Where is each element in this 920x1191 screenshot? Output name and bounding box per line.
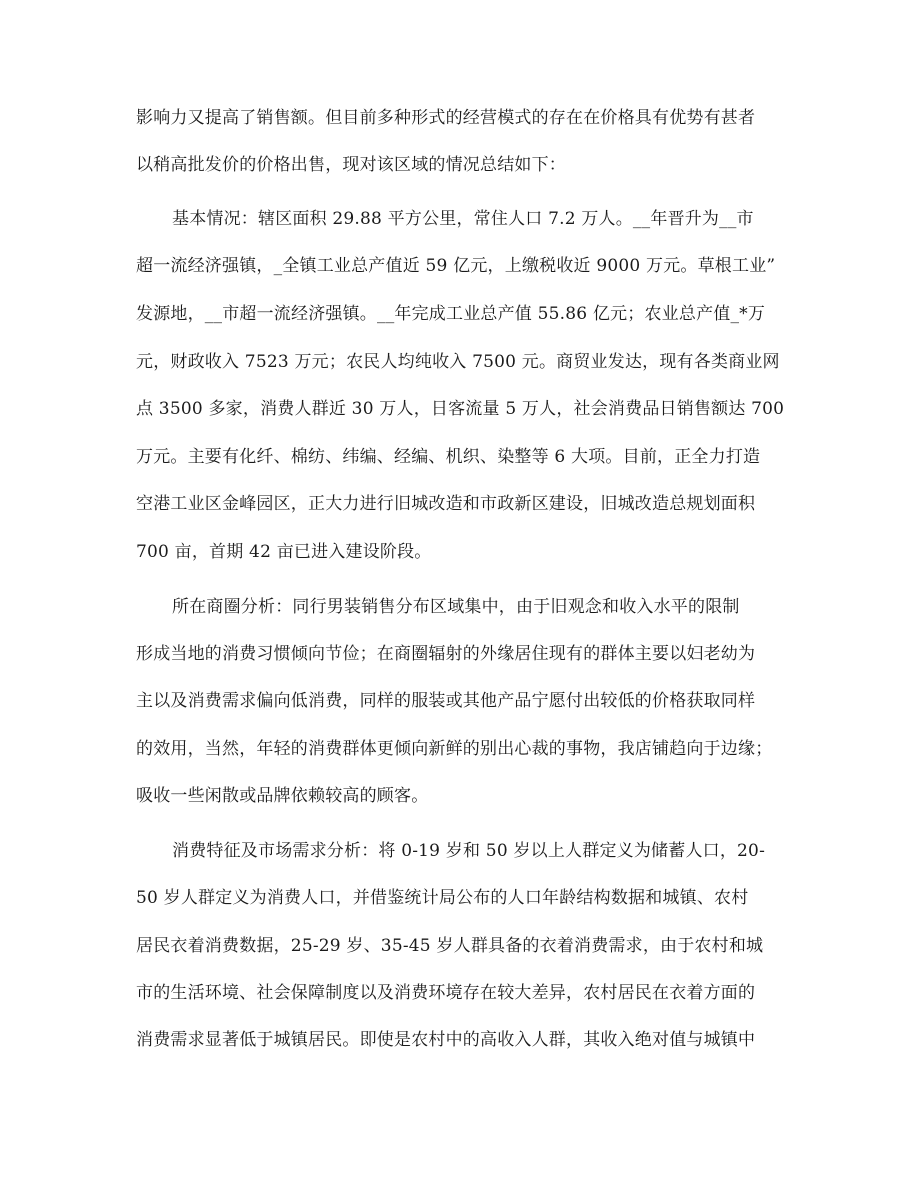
text-line: 主以及消费需求偏向低消费，同样的服装或其他产品宁愿付出较低的价格获取同样 (136, 691, 756, 711)
text-line: 所在商圈分析：同行男装销售分布区域集中，由于旧观念和收入水平的限制 (172, 597, 740, 617)
text-line: 点 3500 多家，消费人群近 30 万人，日客流量 5 万人，社会消费品日销售额达 700 (136, 399, 785, 419)
text-line: 发源地，__市超一流经济强镇。__年完成工业总产值 55.86 亿元；农业总产值_*万 (136, 304, 766, 324)
text-line: 元，财政收入 7523 万元；农民人均纯收入 7500 元。商贸业发达，现有各类商业网 (136, 352, 780, 372)
text-line: 万元。主要有化纤、棉纺、纬编、经编、机织、染整等 6 大项。目前，正全力打造 (136, 447, 761, 467)
text-line: 50 岁人群定义为消费人口，并借鉴统计局公布的人口年龄结构数据和城镇、农村 (136, 888, 749, 908)
text-line: 消费需求显著低于城镇居民。即使是农村中的高收入人群，其收入绝对值与城镇中 (136, 1030, 756, 1050)
text-line: 居民衣着消费数据，25-29 岁、35-45 岁人群具备的衣着消费需求，由于农村和城 (136, 936, 764, 956)
text-line: 消费特征及市场需求分析：将 0-19 岁和 50 岁以上人群定义为储蓄人口，20- (172, 841, 766, 861)
text-line: 形成当地的消费习惯倾向节俭；在商圈辐射的外缘居住现有的群体主要以妇老幼为 (136, 644, 756, 664)
text-line: 空港工业区金峰园区，正大力进行旧城改造和市政新区建设，旧城改造总规划面积 (136, 494, 756, 514)
text-line: 吸收一些闲散或品牌依赖较高的顾客。 (136, 786, 429, 806)
text-line: 以稍高批发价的价格出售，现对该区域的情况总结如下： (136, 155, 566, 175)
text-line: 的效用，当然，年轻的消费群体更倾向新鲜的别出心裁的事物，我店铺趋向于边缘； (136, 739, 773, 759)
text-line: 影响力又提高了销售额。但目前多种形式的经营模式的存在在价格具有优势有甚者 (136, 108, 756, 128)
text-line: 超一流经济强镇，_全镇工业总产值近 59 亿元，上缴税收近 9000 万元。草根工业” (136, 256, 776, 276)
text-line: 市的生活环境、社会保障制度以及消费环境存在较大差异，农村居民在衣着方面的 (136, 983, 756, 1003)
text-line: 基本情况：辖区面积 29.88 平方公里，常住人口 7.2 万人。__年晋升为__市 (172, 209, 754, 229)
text-line: 700 亩，首期 42 亩已进入建设阶段。 (136, 542, 432, 562)
